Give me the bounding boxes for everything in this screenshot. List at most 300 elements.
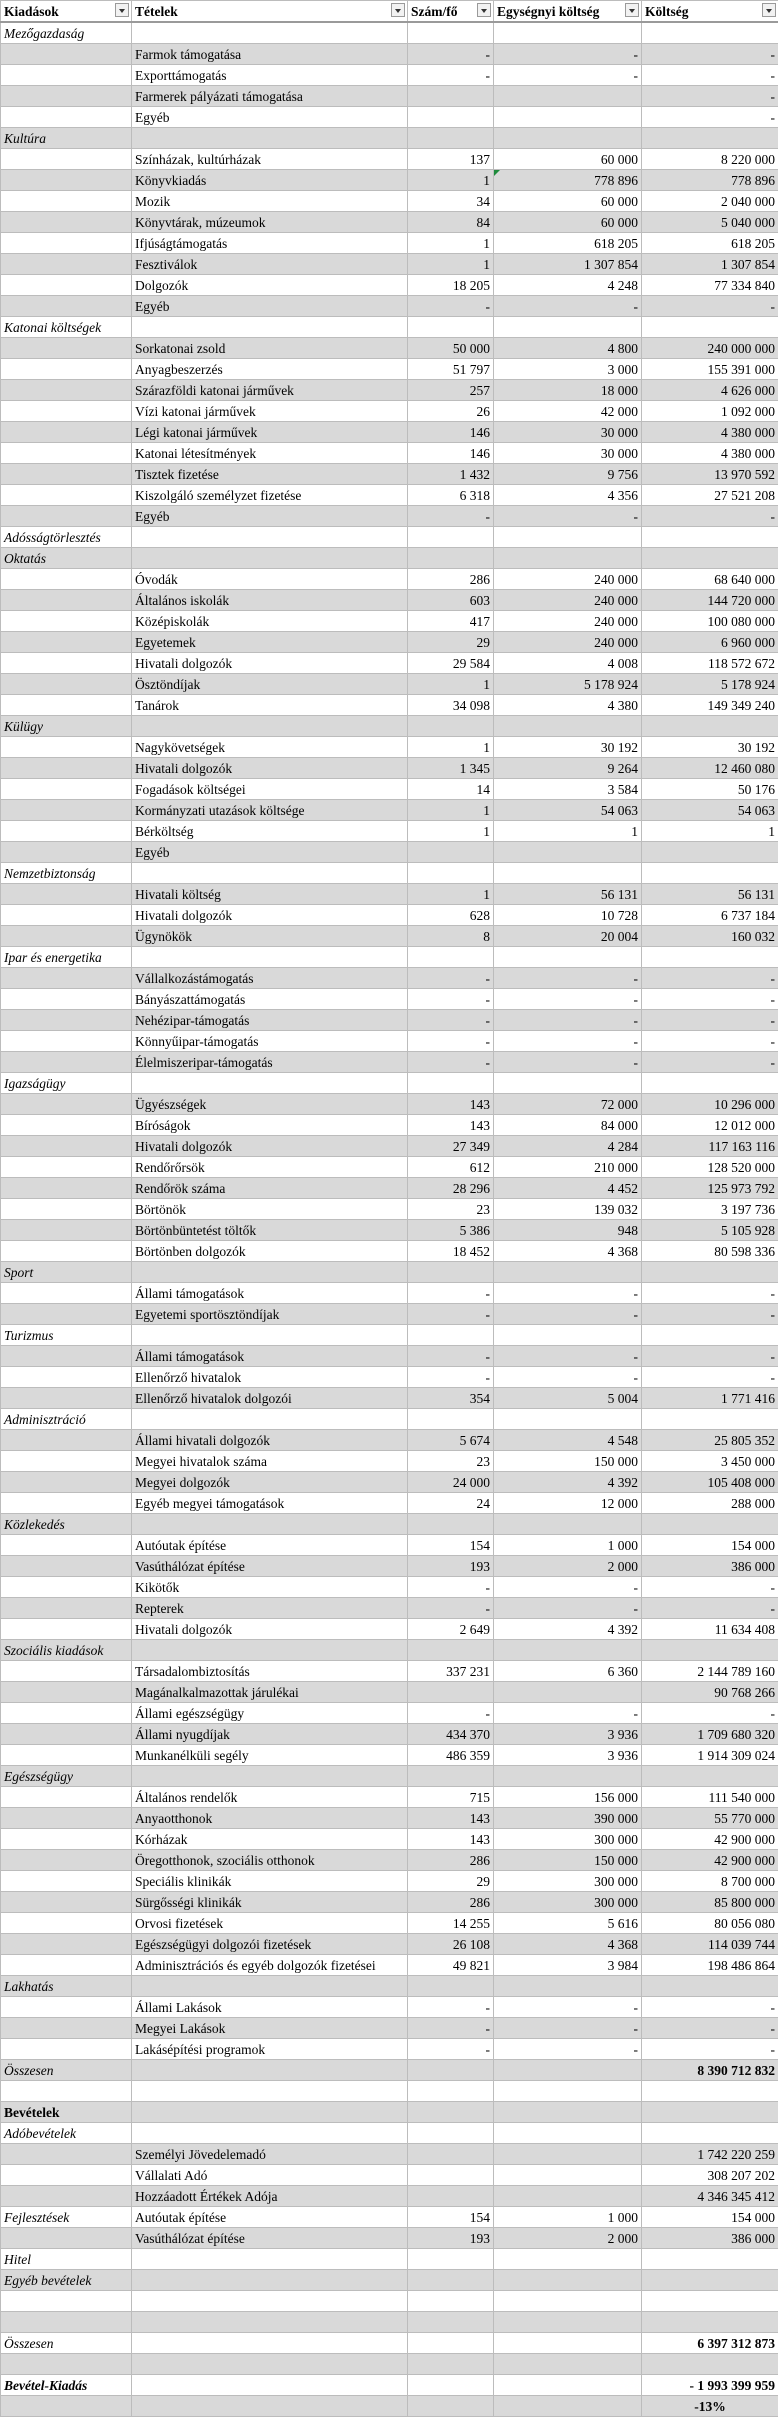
category-cell[interactable] — [1, 611, 132, 632]
count-cell[interactable] — [408, 842, 494, 863]
count-cell[interactable] — [408, 716, 494, 737]
item-cell[interactable]: Börtönbüntetést töltők — [132, 1220, 408, 1241]
cost-cell[interactable]: 160 032 — [642, 926, 778, 947]
item-cell[interactable]: Vállalkozástámogatás — [132, 968, 408, 989]
cost-cell[interactable]: - — [642, 44, 778, 65]
category-cell[interactable]: Adósságtörlesztés — [1, 527, 132, 548]
count-cell[interactable]: 154 — [408, 1535, 494, 1556]
item-cell[interactable]: Egyéb — [132, 842, 408, 863]
count-cell[interactable]: - — [408, 989, 494, 1010]
unit-cost-cell[interactable]: 60 000 — [494, 149, 642, 170]
item-cell[interactable] — [132, 2081, 408, 2102]
unit-cost-cell[interactable] — [494, 842, 642, 863]
unit-cost-cell[interactable]: 3 936 — [494, 1745, 642, 1766]
category-cell[interactable] — [1, 1661, 132, 1682]
category-cell[interactable] — [1, 485, 132, 506]
item-cell[interactable] — [132, 716, 408, 737]
category-cell[interactable] — [1, 821, 132, 842]
count-cell[interactable]: 26 108 — [408, 1934, 494, 1955]
item-cell[interactable]: Egyéb — [132, 296, 408, 317]
count-cell[interactable] — [408, 2060, 494, 2081]
item-cell[interactable]: Kórházak — [132, 1829, 408, 1850]
unit-cost-cell[interactable] — [494, 86, 642, 107]
cost-cell[interactable]: - — [642, 1304, 778, 1325]
item-cell[interactable] — [132, 2123, 408, 2144]
item-cell[interactable] — [132, 1073, 408, 1094]
cost-cell[interactable]: 1 — [642, 821, 778, 842]
count-cell[interactable]: 24 — [408, 1493, 494, 1514]
unit-cost-cell[interactable] — [494, 2333, 642, 2354]
unit-cost-cell[interactable]: - — [494, 1997, 642, 2018]
category-cell[interactable] — [1, 1220, 132, 1241]
category-cell[interactable] — [1, 1535, 132, 1556]
count-cell[interactable]: 154 — [408, 2207, 494, 2228]
cost-cell[interactable] — [642, 863, 778, 884]
item-cell[interactable]: Légi katonai járművek — [132, 422, 408, 443]
unit-cost-cell[interactable]: 3 000 — [494, 359, 642, 380]
unit-cost-cell[interactable]: 10 728 — [494, 905, 642, 926]
item-cell[interactable]: Autóutak építése — [132, 2207, 408, 2228]
cost-cell[interactable] — [642, 1640, 778, 1661]
cost-cell[interactable]: - — [642, 989, 778, 1010]
cost-cell[interactable]: - — [642, 107, 778, 128]
count-cell[interactable]: 29 — [408, 632, 494, 653]
cost-cell[interactable]: 12 460 080 — [642, 758, 778, 779]
item-cell[interactable]: Öregotthonok, szociális otthonok — [132, 1850, 408, 1871]
unit-cost-cell[interactable] — [494, 2123, 642, 2144]
unit-cost-cell[interactable]: 4 452 — [494, 1178, 642, 1199]
count-cell[interactable]: 50 000 — [408, 338, 494, 359]
cost-cell[interactable] — [642, 2291, 778, 2312]
item-cell[interactable] — [132, 2375, 408, 2396]
item-cell[interactable]: Repterek — [132, 1598, 408, 1619]
category-cell[interactable] — [1, 1871, 132, 1892]
cost-cell[interactable]: 240 000 000 — [642, 338, 778, 359]
count-cell[interactable] — [408, 1514, 494, 1535]
count-cell[interactable]: 49 821 — [408, 1955, 494, 1976]
cost-cell[interactable]: 5 178 924 — [642, 674, 778, 695]
count-cell[interactable] — [408, 863, 494, 884]
category-cell[interactable] — [1, 1136, 132, 1157]
item-cell[interactable]: Kiszolgáló személyzet fizetése — [132, 485, 408, 506]
category-cell[interactable] — [1, 1997, 132, 2018]
category-cell[interactable] — [1, 653, 132, 674]
cost-cell[interactable] — [642, 947, 778, 968]
unit-cost-cell[interactable]: 390 000 — [494, 1808, 642, 1829]
item-cell[interactable]: Tanárok — [132, 695, 408, 716]
count-cell[interactable]: 257 — [408, 380, 494, 401]
unit-cost-cell[interactable] — [494, 1766, 642, 1787]
category-cell[interactable] — [1, 2165, 132, 2186]
count-cell[interactable]: 29 — [408, 1871, 494, 1892]
item-cell[interactable]: Fogadások költségei — [132, 779, 408, 800]
count-cell[interactable] — [408, 2270, 494, 2291]
item-cell[interactable]: Hivatali dolgozók — [132, 1619, 408, 1640]
cost-cell[interactable]: 3 450 000 — [642, 1451, 778, 1472]
category-cell[interactable] — [1, 1892, 132, 1913]
unit-cost-cell[interactable] — [494, 2291, 642, 2312]
category-cell[interactable] — [1, 1199, 132, 1220]
category-cell[interactable] — [1, 2186, 132, 2207]
cost-cell[interactable] — [642, 1976, 778, 1997]
unit-cost-cell[interactable]: 300 000 — [494, 1829, 642, 1850]
category-cell[interactable] — [1, 107, 132, 128]
item-cell[interactable]: Megyei hivatalok száma — [132, 1451, 408, 1472]
item-cell[interactable]: Egyéb — [132, 107, 408, 128]
category-cell[interactable]: Bevételek — [1, 2102, 132, 2123]
cost-cell[interactable]: 5 040 000 — [642, 212, 778, 233]
unit-cost-cell[interactable] — [494, 2165, 642, 2186]
category-cell[interactable] — [1, 800, 132, 821]
cost-cell[interactable]: - — [642, 968, 778, 989]
unit-cost-cell[interactable] — [494, 1073, 642, 1094]
item-cell[interactable]: Anyagbeszerzés — [132, 359, 408, 380]
cost-cell[interactable]: 1 914 309 024 — [642, 1745, 778, 1766]
item-cell[interactable]: Sorkatonai zsold — [132, 338, 408, 359]
category-cell[interactable] — [1, 2228, 132, 2249]
item-cell[interactable]: Farmerek pályázati támogatása — [132, 86, 408, 107]
cost-cell[interactable]: - — [642, 1598, 778, 1619]
item-cell[interactable]: Kikötők — [132, 1577, 408, 1598]
category-cell[interactable] — [1, 1934, 132, 1955]
item-cell[interactable]: Mozik — [132, 191, 408, 212]
count-cell[interactable]: 1 345 — [408, 758, 494, 779]
unit-cost-cell[interactable]: - — [494, 65, 642, 86]
category-cell[interactable]: Turizmus — [1, 1325, 132, 1346]
item-cell[interactable]: Egyetemek — [132, 632, 408, 653]
unit-cost-cell[interactable]: 1 000 — [494, 2207, 642, 2228]
unit-cost-cell[interactable]: 42 000 — [494, 401, 642, 422]
cost-cell[interactable]: 50 176 — [642, 779, 778, 800]
cost-cell[interactable]: 4 380 000 — [642, 443, 778, 464]
category-cell[interactable]: Egyéb bevételek — [1, 2270, 132, 2291]
count-cell[interactable]: 34 — [408, 191, 494, 212]
unit-cost-cell[interactable] — [494, 22, 642, 44]
cost-cell[interactable] — [642, 716, 778, 737]
unit-cost-cell[interactable]: - — [494, 1031, 642, 1052]
cost-cell[interactable]: 2 040 000 — [642, 191, 778, 212]
unit-cost-cell[interactable]: 4 248 — [494, 275, 642, 296]
unit-cost-cell[interactable]: 9 264 — [494, 758, 642, 779]
unit-cost-cell[interactable] — [494, 1682, 642, 1703]
item-cell[interactable] — [132, 2102, 408, 2123]
item-cell[interactable] — [132, 1409, 408, 1430]
unit-cost-cell[interactable]: - — [494, 1577, 642, 1598]
category-cell[interactable] — [1, 989, 132, 1010]
unit-cost-cell[interactable] — [494, 2060, 642, 2081]
count-cell[interactable]: 143 — [408, 1808, 494, 1829]
cost-cell[interactable] — [642, 2312, 778, 2333]
category-cell[interactable] — [1, 338, 132, 359]
cost-cell[interactable]: 778 896 — [642, 170, 778, 191]
count-cell[interactable]: 286 — [408, 1850, 494, 1871]
cost-cell[interactable]: 10 296 000 — [642, 1094, 778, 1115]
category-cell[interactable]: Ipar és energetika — [1, 947, 132, 968]
cost-cell[interactable]: 114 039 744 — [642, 1934, 778, 1955]
category-cell[interactable] — [1, 44, 132, 65]
category-cell[interactable]: Oktatás — [1, 548, 132, 569]
unit-cost-cell[interactable]: 3 984 — [494, 1955, 642, 1976]
category-cell[interactable] — [1, 191, 132, 212]
cost-cell[interactable] — [642, 2249, 778, 2270]
unit-cost-cell[interactable] — [494, 317, 642, 338]
count-cell[interactable] — [408, 2291, 494, 2312]
cost-cell[interactable] — [642, 22, 778, 44]
count-cell[interactable]: - — [408, 1577, 494, 1598]
unit-cost-cell[interactable]: 300 000 — [494, 1892, 642, 1913]
count-cell[interactable]: 337 231 — [408, 1661, 494, 1682]
unit-cost-cell[interactable]: 778 896 — [494, 170, 642, 191]
category-cell[interactable] — [1, 2312, 132, 2333]
item-cell[interactable]: Élelmiszeripar-támogatás — [132, 1052, 408, 1073]
unit-cost-cell[interactable]: - — [494, 1010, 642, 1031]
category-cell[interactable] — [1, 443, 132, 464]
item-cell[interactable]: Hivatali költség — [132, 884, 408, 905]
category-cell[interactable] — [1, 695, 132, 716]
unit-cost-cell[interactable]: 3 584 — [494, 779, 642, 800]
category-cell[interactable] — [1, 506, 132, 527]
unit-cost-cell[interactable]: - — [494, 1052, 642, 1073]
item-cell[interactable]: Könyvkiadás — [132, 170, 408, 191]
category-cell[interactable]: Mezőgazdaság — [1, 22, 132, 44]
count-cell[interactable]: 146 — [408, 422, 494, 443]
category-cell[interactable] — [1, 1388, 132, 1409]
item-cell[interactable]: Hivatali dolgozók — [132, 758, 408, 779]
item-cell[interactable]: Megyei Lakások — [132, 2018, 408, 2039]
item-cell[interactable]: Egészségügyi dolgozói fizetések — [132, 1934, 408, 1955]
item-cell[interactable] — [132, 128, 408, 149]
count-cell[interactable] — [408, 2354, 494, 2375]
cost-cell[interactable]: - — [642, 1010, 778, 1031]
item-cell[interactable] — [132, 2333, 408, 2354]
cost-cell[interactable]: 13 970 592 — [642, 464, 778, 485]
cost-cell[interactable]: 80 598 336 — [642, 1241, 778, 1262]
item-cell[interactable]: Általános iskolák — [132, 590, 408, 611]
unit-cost-cell[interactable]: 240 000 — [494, 611, 642, 632]
count-cell[interactable]: 1 — [408, 800, 494, 821]
count-cell[interactable]: 193 — [408, 1556, 494, 1577]
category-cell[interactable] — [1, 2291, 132, 2312]
count-cell[interactable]: 286 — [408, 569, 494, 590]
item-cell[interactable]: Rendőrök száma — [132, 1178, 408, 1199]
unit-cost-cell[interactable]: 618 205 — [494, 233, 642, 254]
cost-cell[interactable]: - — [642, 296, 778, 317]
unit-cost-cell[interactable]: - — [494, 1283, 642, 1304]
count-cell[interactable]: - — [408, 1031, 494, 1052]
cost-cell[interactable]: 386 000 — [642, 1556, 778, 1577]
item-cell[interactable]: Óvodák — [132, 569, 408, 590]
count-cell[interactable]: 1 — [408, 821, 494, 842]
category-cell[interactable] — [1, 1451, 132, 1472]
filter-dropdown-icon[interactable] — [477, 3, 491, 17]
category-cell[interactable] — [1, 2081, 132, 2102]
category-cell[interactable] — [1, 2018, 132, 2039]
count-cell[interactable]: - — [408, 44, 494, 65]
category-cell[interactable]: Összesen — [1, 2060, 132, 2081]
category-cell[interactable] — [1, 1745, 132, 1766]
category-cell[interactable] — [1, 674, 132, 695]
item-cell[interactable]: Ellenőrző hivatalok — [132, 1367, 408, 1388]
count-cell[interactable] — [408, 2123, 494, 2144]
unit-cost-cell[interactable]: 4 284 — [494, 1136, 642, 1157]
cost-cell[interactable]: - — [642, 1346, 778, 1367]
count-cell[interactable]: - — [408, 1346, 494, 1367]
category-cell[interactable] — [1, 758, 132, 779]
category-cell[interactable] — [1, 233, 132, 254]
count-cell[interactable] — [408, 2249, 494, 2270]
count-cell[interactable]: 6 318 — [408, 485, 494, 506]
unit-cost-cell[interactable] — [494, 2396, 642, 2417]
item-cell[interactable]: Exporttámogatás — [132, 65, 408, 86]
count-cell[interactable] — [408, 947, 494, 968]
count-cell[interactable]: 146 — [408, 443, 494, 464]
cost-cell[interactable]: 100 080 000 — [642, 611, 778, 632]
unit-cost-cell[interactable]: 60 000 — [494, 191, 642, 212]
item-cell[interactable]: Állami nyugdíjak — [132, 1724, 408, 1745]
category-cell[interactable] — [1, 422, 132, 443]
category-cell[interactable] — [1, 275, 132, 296]
cost-cell[interactable]: 149 349 240 — [642, 695, 778, 716]
category-cell[interactable] — [1, 926, 132, 947]
unit-cost-cell[interactable] — [494, 1409, 642, 1430]
cost-cell[interactable] — [642, 527, 778, 548]
category-cell[interactable] — [1, 401, 132, 422]
cost-cell[interactable]: 77 334 840 — [642, 275, 778, 296]
category-cell[interactable] — [1, 380, 132, 401]
category-cell[interactable]: Bevétel-Kiadás — [1, 2375, 132, 2396]
unit-cost-cell[interactable]: - — [494, 2039, 642, 2060]
unit-cost-cell[interactable] — [494, 2102, 642, 2123]
count-cell[interactable]: 28 296 — [408, 1178, 494, 1199]
count-cell[interactable] — [408, 1325, 494, 1346]
category-cell[interactable] — [1, 1913, 132, 1934]
filter-dropdown-icon[interactable] — [625, 3, 639, 17]
count-cell[interactable] — [408, 527, 494, 548]
cost-cell[interactable] — [642, 842, 778, 863]
count-cell[interactable] — [408, 2396, 494, 2417]
category-cell[interactable] — [1, 905, 132, 926]
category-cell[interactable] — [1, 1241, 132, 1262]
count-cell[interactable] — [408, 2333, 494, 2354]
count-cell[interactable] — [408, 128, 494, 149]
item-cell[interactable]: Egyéb — [132, 506, 408, 527]
header-kiadasok[interactable] — [1, 1, 132, 23]
count-cell[interactable] — [408, 86, 494, 107]
category-cell[interactable] — [1, 1346, 132, 1367]
unit-cost-cell[interactable]: - — [494, 1346, 642, 1367]
unit-cost-cell[interactable] — [494, 2270, 642, 2291]
category-cell[interactable] — [1, 1157, 132, 1178]
count-cell[interactable]: 51 797 — [408, 359, 494, 380]
item-cell[interactable] — [132, 548, 408, 569]
item-cell[interactable]: Ellenőrző hivatalok dolgozói — [132, 1388, 408, 1409]
item-cell[interactable]: Állami támogatások — [132, 1283, 408, 1304]
item-cell[interactable]: Megyei dolgozók — [132, 1472, 408, 1493]
unit-cost-cell[interactable] — [494, 947, 642, 968]
unit-cost-cell[interactable]: - — [494, 1703, 642, 1724]
item-cell[interactable]: Általános rendelők — [132, 1787, 408, 1808]
cost-cell[interactable] — [642, 1073, 778, 1094]
cost-cell[interactable]: - — [642, 1997, 778, 2018]
cost-cell[interactable] — [642, 2123, 778, 2144]
cost-cell[interactable] — [642, 2102, 778, 2123]
item-cell[interactable]: Hivatali dolgozók — [132, 1136, 408, 1157]
cost-cell[interactable]: 154 000 — [642, 2207, 778, 2228]
unit-cost-cell[interactable]: 2 000 — [494, 2228, 642, 2249]
cost-cell[interactable]: 80 056 080 — [642, 1913, 778, 1934]
unit-cost-cell[interactable]: 9 756 — [494, 464, 642, 485]
cost-cell[interactable]: - — [642, 1052, 778, 1073]
unit-cost-cell[interactable]: 1 000 — [494, 1535, 642, 1556]
category-cell[interactable] — [1, 1850, 132, 1871]
unit-cost-cell[interactable] — [494, 1514, 642, 1535]
item-cell[interactable]: Vasúthálózat építése — [132, 1556, 408, 1577]
item-cell[interactable]: Bíróságok — [132, 1115, 408, 1136]
count-cell[interactable]: 29 584 — [408, 653, 494, 674]
category-cell[interactable]: Katonai költségek — [1, 317, 132, 338]
item-cell[interactable]: Társadalombiztosítás — [132, 1661, 408, 1682]
count-cell[interactable]: - — [408, 296, 494, 317]
cost-cell[interactable]: 6 960 000 — [642, 632, 778, 653]
unit-cost-cell[interactable]: - — [494, 989, 642, 1010]
unit-cost-cell[interactable] — [494, 1976, 642, 1997]
count-cell[interactable]: - — [408, 2018, 494, 2039]
unit-cost-cell[interactable]: 300 000 — [494, 1871, 642, 1892]
unit-cost-cell[interactable]: 150 000 — [494, 1850, 642, 1871]
category-cell[interactable] — [1, 149, 132, 170]
unit-cost-cell[interactable]: 4 356 — [494, 485, 642, 506]
cost-cell[interactable]: 12 012 000 — [642, 1115, 778, 1136]
count-cell[interactable] — [408, 2165, 494, 2186]
header-tetelek[interactable] — [132, 1, 408, 23]
filter-dropdown-icon[interactable] — [391, 3, 405, 17]
category-cell[interactable]: Lakhatás — [1, 1976, 132, 1997]
cost-cell[interactable]: 4 626 000 — [642, 380, 778, 401]
count-cell[interactable]: 143 — [408, 1115, 494, 1136]
cost-cell[interactable]: 1 092 000 — [642, 401, 778, 422]
cost-cell[interactable]: 90 768 266 — [642, 1682, 778, 1703]
count-cell[interactable]: 628 — [408, 905, 494, 926]
count-cell[interactable]: 27 349 — [408, 1136, 494, 1157]
item-cell[interactable]: Nagykövetségek — [132, 737, 408, 758]
unit-cost-cell[interactable]: 3 936 — [494, 1724, 642, 1745]
item-cell[interactable]: Hivatali dolgozók — [132, 905, 408, 926]
unit-cost-cell[interactable]: 1 307 854 — [494, 254, 642, 275]
category-cell[interactable] — [1, 2039, 132, 2060]
item-cell[interactable]: Magánalkalmazottak járulékai — [132, 1682, 408, 1703]
count-cell[interactable]: - — [408, 1052, 494, 1073]
category-cell[interactable] — [1, 1787, 132, 1808]
unit-cost-cell[interactable]: 948 — [494, 1220, 642, 1241]
item-cell[interactable] — [132, 1262, 408, 1283]
category-cell[interactable] — [1, 464, 132, 485]
cost-cell[interactable]: 68 640 000 — [642, 569, 778, 590]
count-cell[interactable]: 5 674 — [408, 1430, 494, 1451]
item-cell[interactable]: Vállalati Adó — [132, 2165, 408, 2186]
unit-cost-cell[interactable]: 30 000 — [494, 443, 642, 464]
cost-cell[interactable] — [642, 2354, 778, 2375]
category-cell[interactable] — [1, 968, 132, 989]
item-cell[interactable] — [132, 2060, 408, 2081]
count-cell[interactable]: 1 — [408, 233, 494, 254]
item-cell[interactable]: Speciális klinikák — [132, 1871, 408, 1892]
cost-cell[interactable]: 27 521 208 — [642, 485, 778, 506]
cost-cell[interactable]: 2 144 789 160 — [642, 1661, 778, 1682]
count-cell[interactable]: 34 098 — [408, 695, 494, 716]
unit-cost-cell[interactable]: 20 004 — [494, 926, 642, 947]
item-cell[interactable]: Könyvtárak, múzeumok — [132, 212, 408, 233]
unit-cost-cell[interactable] — [494, 548, 642, 569]
